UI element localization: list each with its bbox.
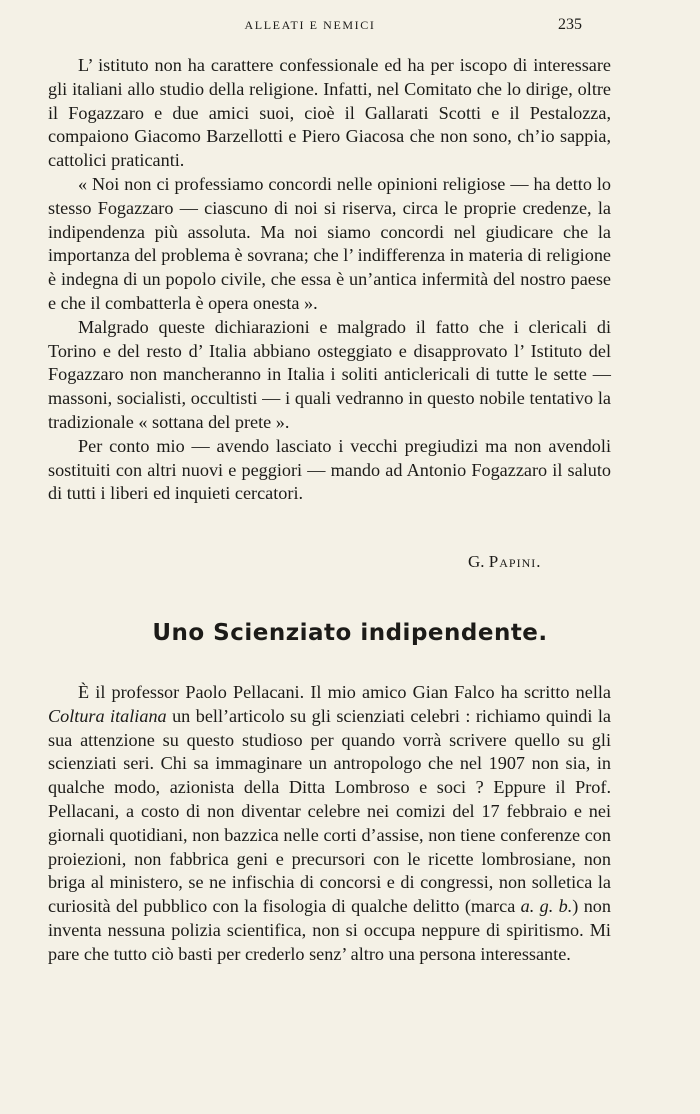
article-title: Uno Scienziato indipendente. <box>152 620 548 646</box>
article-alleati-body <box>48 54 611 506</box>
running-title: ALLEATI E NEMICI <box>244 18 376 32</box>
paragraph: « Noi non ci professiamo concordi nelle opinioni religiose — ha detto lo stesso Fogazzaro — ciascuno di noi si riserva, circa le proprie credenze, la indipendenza più assoluta. Ma noi siamo concordi nel giudicare che la importanza del problema è sovrana; che l’ indifferenza in materia di religione è indegna di un popolo civile, che essa è un’antica infermità del nostro paese e che il combatterla è opera onesta ». <box>48 173 611 313</box>
paragraph: Malgrado queste dichiarazioni e malgrado il fatto che i clericali di Torino e del resto d’ Italia abbiano osteggiato e disapprovato l’ Istituto del Fogazzaro non mancheranno in Italia i soliti anticlericali di tutte le sette — massoni, socialisti, occultisti — i quali vedranno in questo nobile tentativo la tradizionale « sottana del prete ». <box>48 316 611 432</box>
mark-abbreviation: a. g. b. <box>520 896 573 917</box>
author-signature <box>468 552 541 572</box>
signature-name: Papini. <box>488 552 542 571</box>
paragraph: Per conto mio — avendo lasciato i vecchi pregiudizi ma non avendoli sostituiti con altri nuovi e peggiori — mando ad Antonio Fogazzaro il saluto di tutti i liberi ed inquieti cercatori. <box>48 435 611 504</box>
text-run: ) non inventa nessuna polizia scientifica, non si occupa neppure di spiritismo. Mi pare che tutto ciò basti per crederlo senz’ altro una persona interessante. <box>48 896 611 964</box>
journal-title: Coltura italiana <box>48 705 167 726</box>
paragraph <box>48 681 611 967</box>
text-run: È il professor Paolo Pellacani. Il mio amico Gian Falco ha scritto nella <box>78 682 611 702</box>
text-run: un bell’articolo su gli scienziati celebri : richiamo quindi la sua attenzione su questo studioso per quando vorrà scrivere quello su gli scienziati seri. Chi sa immaginare un antropologo che nel 1907 non sia, in qualche modo, azionista della Ditta Lombroso e soci ? Eppure il Prof. Pellacani, a costo di non diventar celebre nei comizi del 17 febbraio e nei giornali quotidiani, non bazzica nelle corti d’assise, non tiene conferenze con proiezioni, non fabbrica geni e precursori con le ricette lombrosiane, non briga al ministero, se ne infischia di concorsi e di congressi, non solletica la curiosità del pubblico con la fisologia di qualche delitto (marca <box>48 705 612 917</box>
signature-initial: G. <box>468 552 485 571</box>
page-number: 235 <box>558 16 582 33</box>
article-scienziato-body <box>48 681 611 967</box>
paragraph: L’ istituto non ha carattere confessionale ed ha per iscopo di interessare gli italiani allo studio della religione. Infatti, nel Comitato che lo dirige, oltre il Fogazzaro e due amici suoi, cioè il Gallarati Scotti e il Pestalozza, compaiono Giacomo Barzellotti e Piero Giacosa che non sono, ch’io sappia, cattolici praticanti. <box>48 55 611 171</box>
